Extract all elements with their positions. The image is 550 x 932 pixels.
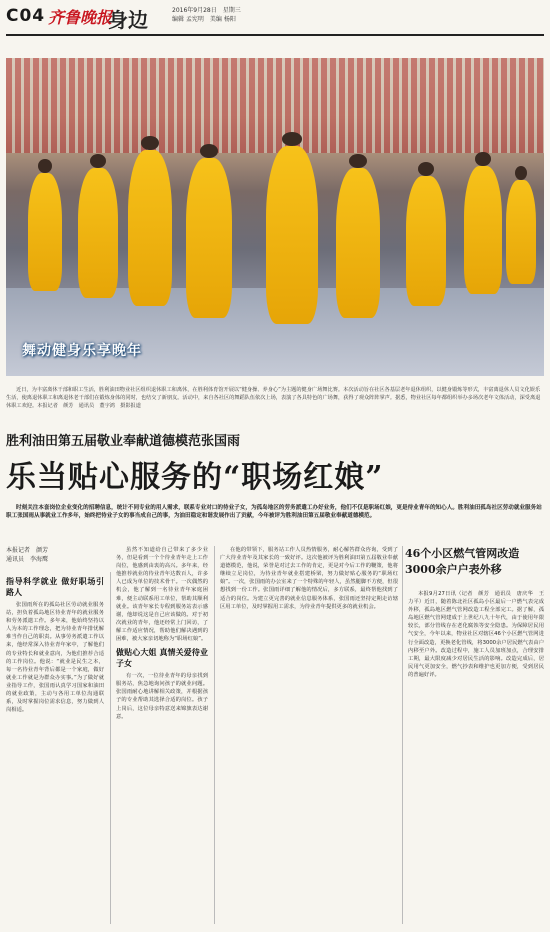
article-column-3 [220,546,398,924]
dance-photo [6,58,544,376]
article-column-2 [116,546,208,924]
editor-line: 编辑 孟宪明 美编 杨阳 [172,16,236,23]
section-title: 身边 [108,8,148,32]
column-divider [402,546,403,924]
photo-caption: 舞动健身乐享晚年 [22,343,142,359]
column-divider [110,572,111,924]
dancer [266,146,318,324]
column-text: 在他的带领下，服务站工作人员热情服务，耐心解答群众咨询，受到了广大待业青年及其家长的一致好评。这次他被评为胜利油田第五届敬业奉献道德模范，他说，荣誉是对过去工作的肯定，更是对今后工作的鞭策，他将继续立足岗位，为待业青年就业搭建桥梁，努力做好贴心服务的“职场红娘”。一次，张国雨的办公室来了一个特殊的年轻人，虽然腿脚不方便，但很想找到一份工作。张国雨详细了解他的情况后，多方联系，最终帮他找到了适合的岗位。为建立更完善的就业信息服务体系，张国雨还坚持定期走访辖区用工单位，及时掌握用工需求，为待业青年提供更多的就业机会。 [220,547,398,610]
byline [6,546,48,564]
dancer [78,168,118,298]
dancer [464,166,502,294]
column-section-heading: 指导科学就业 做好职场引路人 [6,577,104,597]
side-article-title: 46个小区燃气管网改造 3000余户户表外移 [405,547,520,576]
dancer [28,173,62,291]
column-text: 张国雨所在的孤岛社区劳动就业服务站，担负着孤岛地区待业青年的就业服务和劳务派遣工作。多年来，他始终坚持以人为本的工作理念，把为待业青年排忧解难当作自己的职责。从事劳务派遣工作以来，他经常深入待业青年家中，了解他们的专业特长和就业意向，为他们推荐合适的工作岗位。他说：“就业是民生之本，每一名待业青年背后都是一个家庭，做好就业工作就是为群众办实事。”为了做好就业指导工作，张国雨认真学习国家和油田的就业政策，主动与各用工单位沟通联系，及时掌握岗位需求信息，努力做到人岗相适。 [6,602,104,714]
article-column-1 [6,572,104,924]
header-meta [172,6,241,24]
header-rule [6,34,544,36]
dancer [186,158,232,318]
side-article-text: 本报9月27日讯（记者 颜芳 通讯员 唐庆华 王力平）近日，随着陈北社区孤岛小区最后一户燃气表完成外移，孤岛地区燃气管网改造工程全部完工。据了解，孤岛地区燃气管网建成于上世纪八九十年代，由于使用年限较长，部分管线存在老化腐蚀等安全隐患。为保障居民用气安全，今年以来，物业社区对辖区46个小区燃气管网进行全面改造，更换老化管线，将3000余户居民燃气表由户内移至户外。改造过程中，施工人员加班加点，合理安排工期，最大限度减少对居民生活的影响。改造完成后，居民用气更加安全，燃气抄表和维护也更加方便，受到居民的普遍好评。 [408,591,544,678]
dancer [406,176,446,306]
column-divider [214,546,215,924]
article-lead: 时刻关注本套岗位企业变化的招聘信息，统计不同专业的用人需求，联系专业对口的待业子女，为孤岛地区的劳务派遣工办好业务，他们不仅是职场红娘，更是待业青年的知心人。胜利油田孤岛社区劳动就业服务站职工张国雨从事就业工作多年，始终把待业子女的事当成自己的事，为油田稳定和谐发展作出了贡献，今年被评为胜利油田第五届敬业奉献道德模范。 [6,505,542,520]
dancer [336,168,380,318]
article-headline: 乐当贴心服务的“职场红娘” [6,460,384,495]
dancer [128,150,172,306]
byline-reporter: 本报记者 颜芳 [6,547,49,554]
dancer [506,180,536,284]
side-article-body [408,590,544,924]
column-text: 虽然不知道给自己带来了多少业务，但是看到一个个待业青年走上工作岗位，他感到由衷的高兴。多年来，经他推荐就业的待业青年达数百人，许多人已成为单位的技术骨干。一次偶然的机会，他了解到一名待业青年家庭困难，便主动联系用工单位，帮助其顺利就业。该青年家长专程到服务站表示感谢，他却说这是自己应该做的。对于初次就业的青年，他还经常上门回访，了解工作适应情况，帮助他们解决遇到的困难，被大家亲切地称为“职场红娘”。 [116,547,208,643]
column-text: 有一次，一位待业青年的母亲找到服务站，焦急地询问孩子的就业问题。张国雨耐心地讲解相关政策，并根据孩子的专业帮助其选择合适的岗位。孩子上岗后，这位母亲特意送来锦旗表达谢意。 [116,673,208,720]
date-line: 2016年9月28日 星期三 [172,7,241,14]
stadium-seats [6,58,544,153]
photo-report: 近日，为丰富离休干部和职工生活，胜利油田物业社区组织退休职工和离休，在胜利体育馆开展以“健身操、养身心”为主题的健身广场舞比赛。本次活动旨在社区各基层老年退休组织，以健身锻炼等形式，丰富离退休人员文化娱乐生活，使离退休职工和离退休老干部们在锻炼身体的同时，也结交了新朋友。活动中，来自各社区的舞蹈队伍依次上场，表演了各具特色的广场舞，获得了观众阵阵掌声。据悉，物业社区每年都组织举办多场次老年文体活动，深受离退休职工欢迎。本报记者 颜芳 通讯员 董宇鸿 摄影报道 [6,387,541,409]
article-subhead: 胜利油田第五届敬业奉献道德模范张国雨 [6,434,241,449]
byline-correspondent: 通讯员 李海鹰 [6,556,49,563]
page-number: C04 [6,6,46,26]
column-section-heading: 做贴心大姐 真情关爱待业子女 [116,648,208,669]
newspaper-brand: 齐鲁晚报 [48,8,113,27]
